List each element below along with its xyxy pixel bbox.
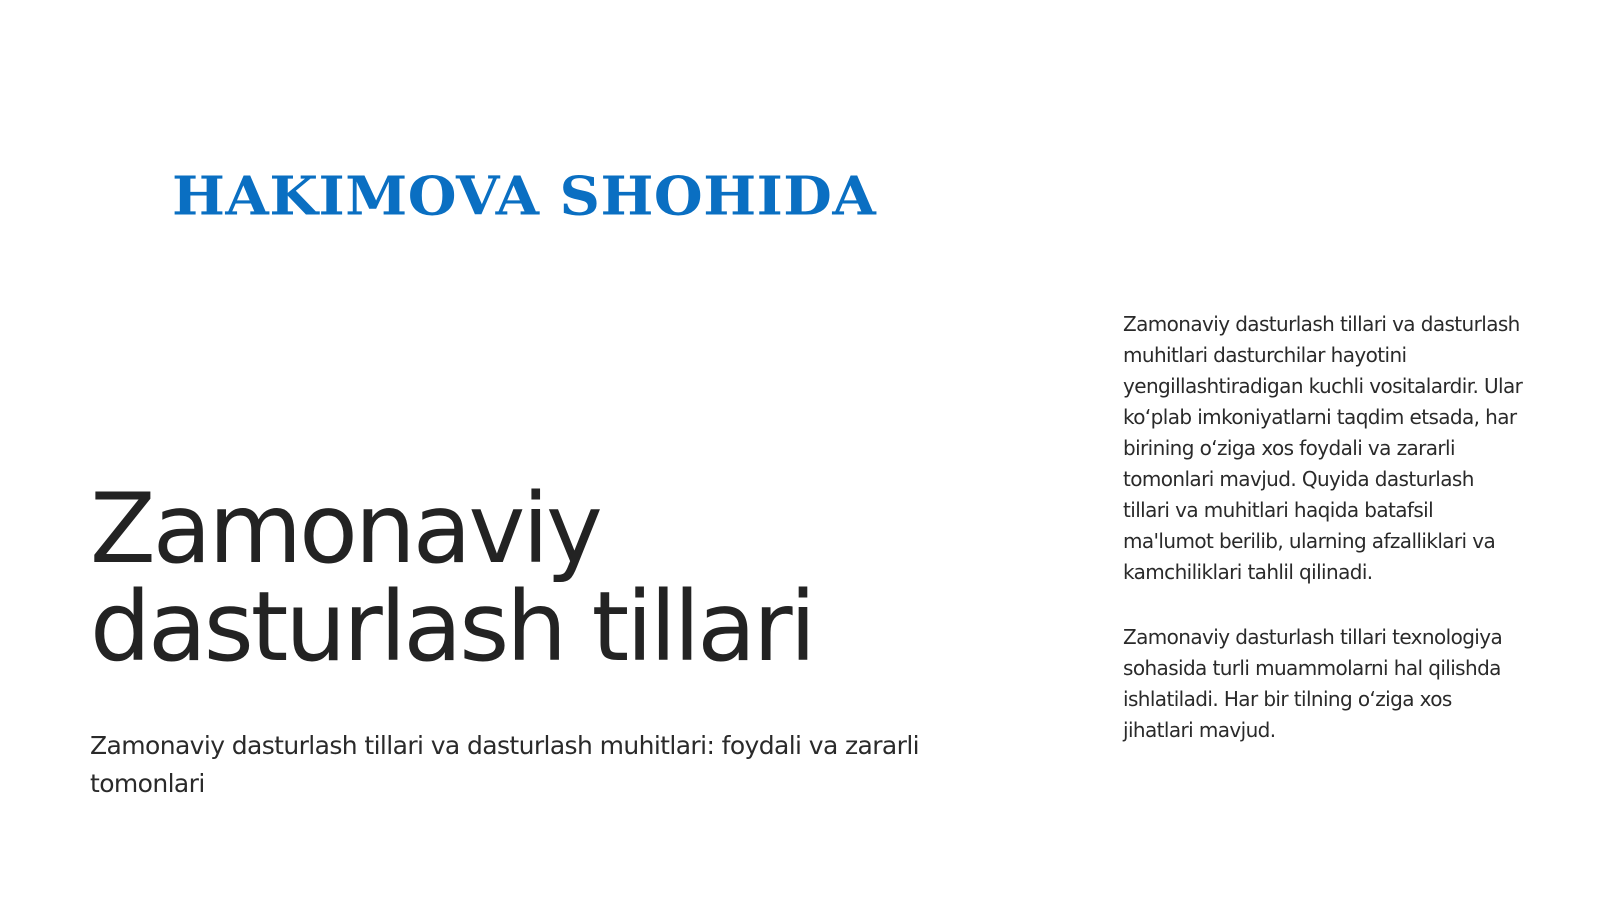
author-name: HAKIMOVA SHOHIDA bbox=[172, 165, 877, 228]
title-line-1: Zamonaviy bbox=[90, 473, 600, 585]
description-paragraph-1: Zamonaviy dasturlash tillari va dasturlash muhitlari dasturchilar hayotini yengillashtiradigan kuchli vositalardir. Ular ko‘plab imkoniyatlarni taqdim etsada, har birining o‘ziga xos foydali va zararli tomonlari mavjud. Quyida dasturlash tillari va muhitlari haqida batafsil ma'lumot berilib, ularning afzalliklari va kamchiliklari tahlil qilinadi. bbox=[1123, 312, 1523, 584]
title-line-2: dasturlash tillari bbox=[90, 571, 814, 683]
description-column bbox=[1123, 309, 1523, 746]
description-paragraph-2: Zamonaviy dasturlash tillari texnologiya sohasida turli muammolarni hal qilishda ishlatiladi. Har bir tilning o‘ziga xos jihatlari mavjud. bbox=[1123, 625, 1503, 742]
subtitle: Zamonaviy dasturlash tillari va dasturlash muhitlari: foydali va zararli tomonlari bbox=[90, 731, 920, 798]
page-title bbox=[90, 473, 990, 683]
